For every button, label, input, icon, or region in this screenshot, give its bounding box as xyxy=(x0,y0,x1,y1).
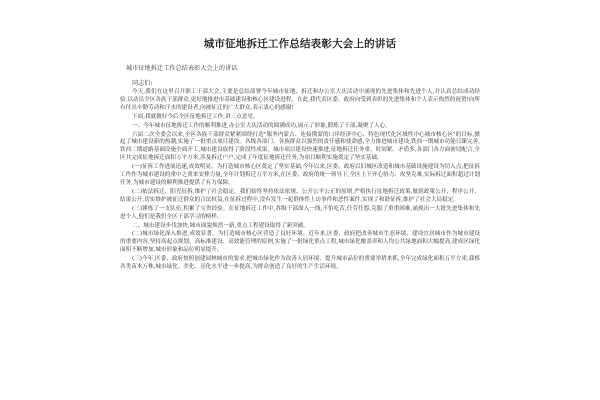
greeting: 同志们: xyxy=(132,80,153,87)
body-paragraph: 二、城市建设步伐加快,城市面貌焕然一新,重点工程建设取得了新突破。 xyxy=(132,222,309,229)
body-paragraph: 下面,我就做好今后全区征地拆迁工作,讲三点意见。 xyxy=(132,113,259,120)
document-body xyxy=(120,89,480,272)
body-paragraph: 六届二次全委会以来,全区各族干部群众紧紧围绕打造"服务内蒙古、连接俄蒙的口岸经济中心、特色现代化区域性中心城市核心区"的目标,掀起了城市建设新的热潮,实施了一批重点项目建设。各级各部门、各族群众以强烈的责任感和使命感,全力推进城市建设,铁西一期城市功能日臻完善,铁西二期道路基础设施全面开工,城市建设取得了阶段性成果。城市项目建设快速推进,征地拆迁任务重、时间紧、矛盾多,各部门各方面密切配合,全区共完成征地拆迁面积万平方米,涉及拆迁户户,完成了年度征地拆迁任务,为项目顺利实施奠定了坚实基础。 xyxy=(120,131,480,162)
body-paragraph: 今天,我们在这里召开职工干部大会,主要是总结部署今年城市征地、拆迁和办公室大庆活动中涌现的先进集体和先进个人,并认真总结成功经验,以动员全区各族干部群众,更好地推进市基础建设和核心区建设进程。在此,我代表区委、政府向受到表彰的先进集体和个人表示热烈的祝贺!向所有付出辛勤劳动和汗水的建设者,向被征迁的广大群众,表示衷心的感谢! xyxy=(120,89,480,111)
document-subtitle: 城市征地拆迁工作总结表彰大会上的讲话 xyxy=(126,65,238,72)
body-paragraph: (二)城市绿化深入推进,成效显著。为打造城市核心区营造了良好环境。近年来,区委、政府把改善城市生态环境、建设宜居城市作为城市建设的重要内容,坚持高起点规划、高标准建设、高效能管理的原则,实施了一批绿化重点工程,城市绿化覆盖率和人均公共绿地面积大幅提高,建成区绿化面积不断增加,城市形象和品位明显提升。 xyxy=(120,231,480,254)
document-title: 城市征地拆迁工作总结表彰大会上的讲话 xyxy=(203,38,397,50)
body-paragraph: (三)锤炼了一支队伍,积累了宝贵经验。在征地拆迁工作中,各级干部深入一线,不怕吃苦,任劳任怨,克服了重重困难,涌现出一大批先进集体和先进个人,他们是我们全区干部学习的榜样。 xyxy=(120,205,480,220)
body-paragraph: 一、今年城市征地拆迁工作的顺利推进,办公室大庆活动的圆满成功,展示了形象,锻炼了干部,凝聚了人心。 xyxy=(132,122,391,129)
body-paragraph: (一)征拆工作进展迅速,成效明显。为打造城市核心区奠定了坚实基础,今年以来,区委、政府以旧城区改造和城市基础设施建设为切入点,把征拆工作作为城市建设的重中之重来安排力量,全年计划拆迁万平方米,在区委、政府的统一领导下,全区上下齐心协力、攻坚克难,实际拆迁面积超过计划任务,为城市建设的顺利推进提供了有力保障。 xyxy=(120,164,480,186)
body-paragraph: (三)今年,区委、政府按照创建园林城市的要求,把城市绿化作为改善人居环境、提升城市品位的重要举措来抓,全年完成绿化面积万平方米,栽植各类苗木万株,城市绿化、美化、亮化水平进一步提高,为群众创造了良好的生产生活环境。 xyxy=(120,256,480,271)
body-paragraph: (二)依法拆迁、阳光征拆,维护了社会稳定。我们始终坚持依法依规、公开公平公正的原则,严格执行征地拆迁政策,做到政策公开、程序公开、结果公开,切实维护被征迁群众的合法权益,在征拆过程中,没有发生一起群体性上访事件和恶性案件,实现了和谐征拆,维护了社会大局稳定。 xyxy=(120,188,480,203)
